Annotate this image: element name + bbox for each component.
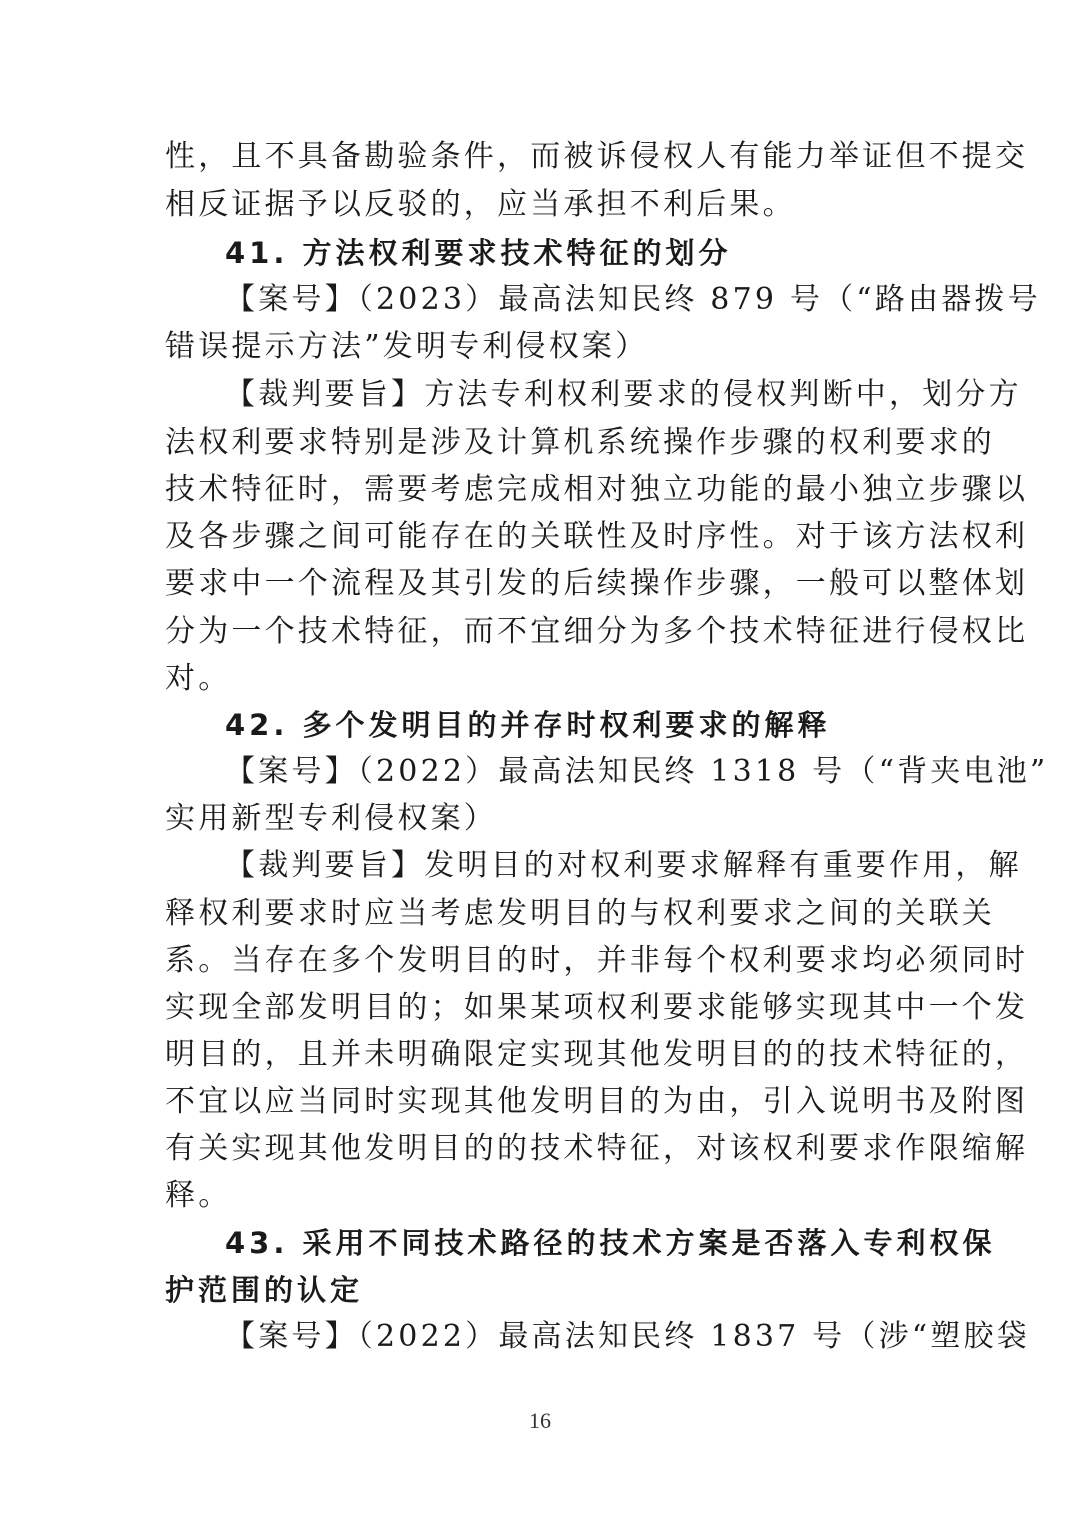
ruling-text-line: 【裁判要旨】发明目的对权利要求解释有重要作用，解 (225, 848, 1022, 883)
case-number-line: 【案号】（2023）最高法知民终 879 号（“路由器拨号 (225, 282, 1041, 317)
ruling-text-line: 释权利要求时应当考虑发明目的与权利要求之间的关联关 (165, 896, 995, 931)
case-number-line: 【案号】（2022）最高法知民终 1318 号（“背夹电池” (225, 754, 1049, 789)
ruling-text-line: 实现全部发明目的；如果某项权利要求能够实现其中一个发 (165, 990, 1029, 1025)
case-number-line: 实用新型专利侵权案） (165, 801, 497, 836)
section-heading-42: 42. 多个发明目的并存时权利要求的解释 (225, 708, 831, 742)
case-number-line: 错误提示方法”发明专利侵权案） (165, 329, 649, 364)
body-text-line: 相反证据予以反驳的，应当承担不利后果。 (165, 187, 796, 222)
ruling-text-line: 明目的，且并未明确限定实现其他发明目的的技术特征的， (165, 1037, 1029, 1072)
section-heading-41: 41. 方法权利要求技术特征的划分 (225, 236, 732, 270)
page-number: 16 (529, 1408, 551, 1433)
ruling-text-line: 系。当存在多个发明目的时，并非每个权利要求均必须同时 (165, 943, 1029, 978)
ruling-text-line: 法权利要求特别是涉及计算机系统操作步骤的权利要求的 (165, 425, 995, 460)
ruling-text-line: 释。 (165, 1178, 232, 1213)
section-heading-43: 43. 采用不同技术路径的技术方案是否落入专利权保 (225, 1226, 996, 1260)
ruling-text-line: 技术特征时，需要考虑完成相对独立功能的最小独立步骤以 (165, 472, 1029, 507)
ruling-text-line: 【裁判要旨】方法专利权利要求的侵权判断中，划分方 (225, 377, 1022, 412)
section-heading-43-cont: 护范围的认定 (165, 1273, 364, 1307)
ruling-text-line: 及各步骤之间可能存在的关联性及时序性。对于该方法权利 (165, 519, 1029, 554)
ruling-text-line: 不宜以应当同时实现其他发明目的为由，引入说明书及附图 (165, 1084, 1029, 1119)
ruling-text-line: 有关实现其他发明目的的技术特征，对该权利要求作限缩解 (165, 1131, 1029, 1166)
case-number-line: 【案号】（2022）最高法知民终 1837 号（涉“塑胶袋 (225, 1319, 1030, 1354)
ruling-text-line: 要求中一个流程及其引发的后续操作步骤，一般可以整体划 (165, 566, 1029, 601)
ruling-text-line: 分为一个技术特征，而不宜细分为多个技术特征进行侵权比 (165, 614, 1029, 649)
body-text-line: 性，且不具备勘验条件，而被诉侵权人有能力举证但不提交 (165, 139, 1029, 174)
ruling-text-line: 对。 (165, 661, 232, 696)
